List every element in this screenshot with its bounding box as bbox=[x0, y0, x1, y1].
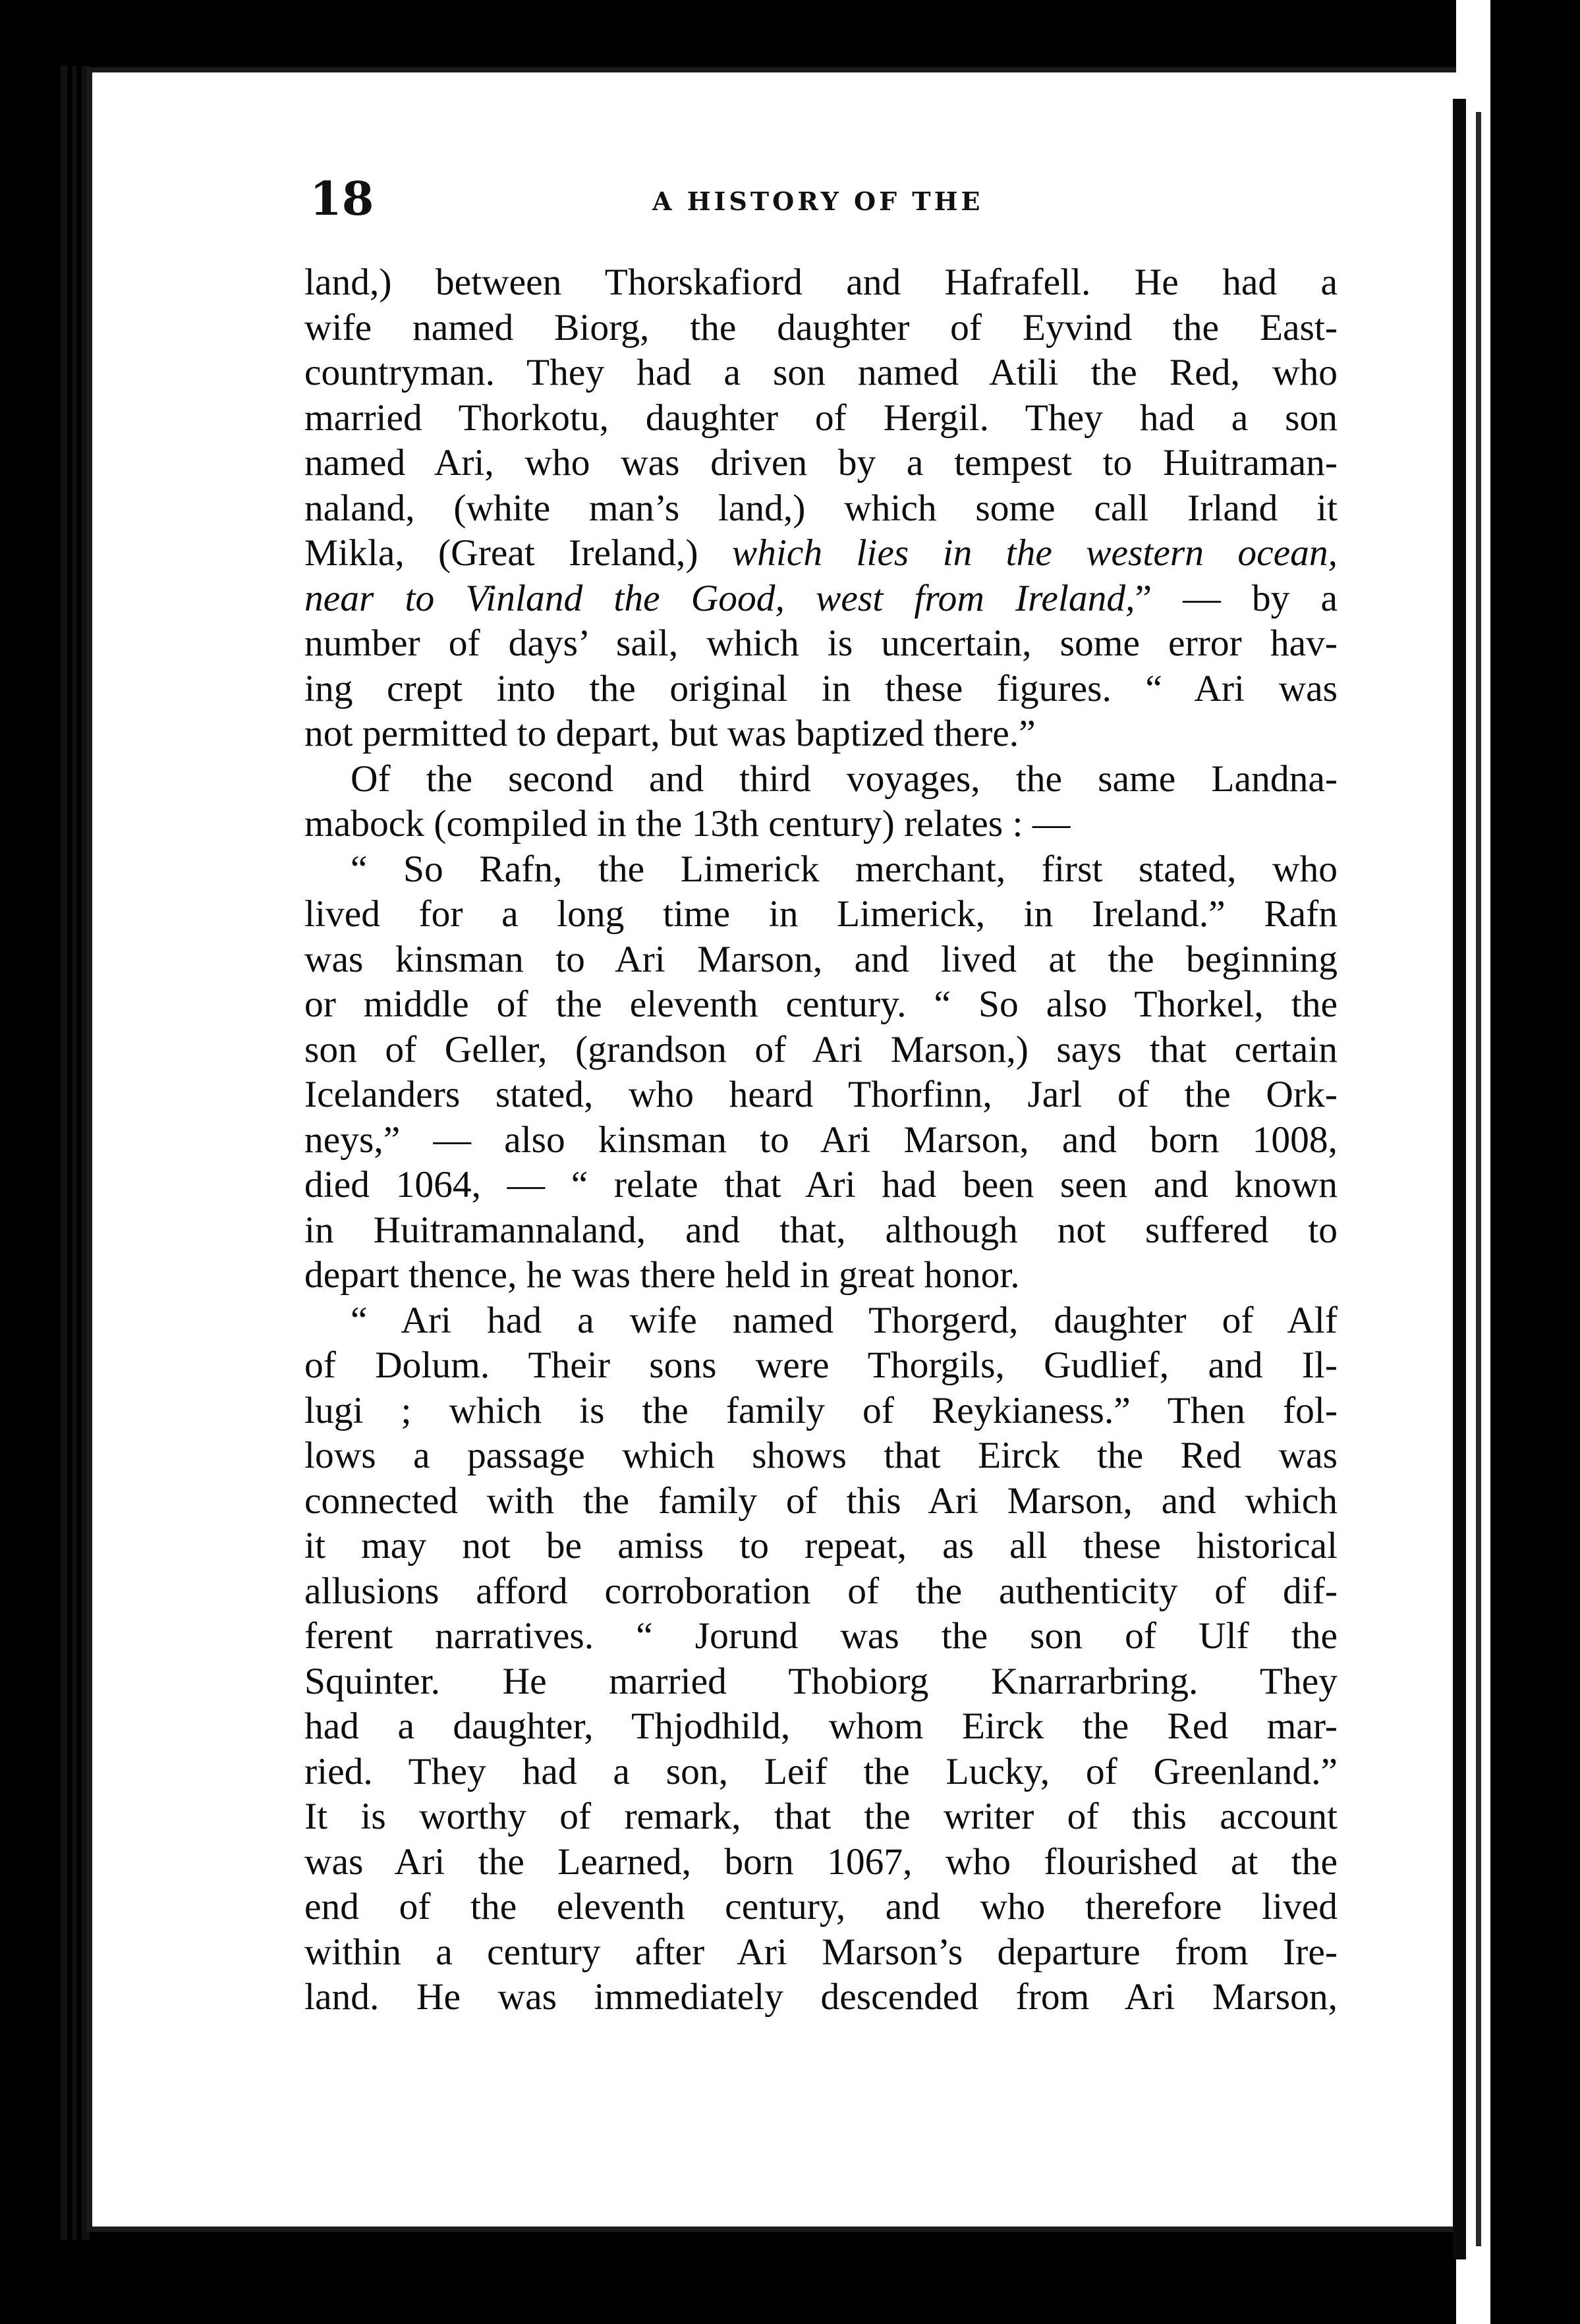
page-number: 18 bbox=[310, 171, 374, 226]
text-line-roman: ” — by a bbox=[1135, 577, 1338, 619]
text-line bbox=[304, 982, 1338, 1028]
text-line-roman: of Dolum. Their sons were Thorgils, Gudlief, and Il- bbox=[304, 1344, 1338, 1386]
text-line-roman: was kinsman to Ari Marson, and lived at the beginning bbox=[304, 938, 1338, 980]
text-line bbox=[304, 892, 1338, 937]
text-line-roman: neys,” — also kinsman to Ari Marson, and born 1008, bbox=[304, 1119, 1338, 1161]
text-line-roman: ried. They had a son, Leif the Lucky, of Greenland.” bbox=[304, 1750, 1338, 1792]
text-line bbox=[304, 350, 1338, 396]
text-line bbox=[304, 1794, 1338, 1840]
text-line-italic: near to Vinland the Good, west from Ireland, bbox=[304, 577, 1135, 619]
scan-border bbox=[1490, 0, 1580, 2324]
text-line-roman: Squinter. He married Thobiorg Knarrarbring. They bbox=[304, 1660, 1338, 1702]
text-line bbox=[304, 1253, 1338, 1298]
text-line bbox=[304, 757, 1338, 802]
text-line bbox=[304, 1343, 1338, 1389]
page-edge-stripe bbox=[82, 66, 90, 2240]
text-line-roman: Mikla, (Great Ireland,) bbox=[304, 532, 732, 574]
text-line bbox=[304, 1028, 1338, 1073]
text-line bbox=[304, 486, 1338, 532]
text-line bbox=[304, 1930, 1338, 1976]
text-line bbox=[304, 1118, 1338, 1163]
text-line bbox=[304, 531, 1338, 576]
text-line bbox=[304, 1433, 1338, 1479]
text-line bbox=[304, 1298, 1338, 1344]
text-line-roman: lived for a long time in Limerick, in Ireland.” Rafn bbox=[304, 893, 1338, 935]
text-line bbox=[304, 937, 1338, 983]
text-line-roman: countryman. They had a son named Atili the Red, who bbox=[304, 352, 1338, 393]
gutter-shadow bbox=[1476, 112, 1481, 2246]
running-head: A HISTORY OF THE bbox=[652, 186, 984, 216]
text-line bbox=[304, 396, 1338, 441]
text-line-italic: which lies in the western ocean, bbox=[731, 532, 1338, 574]
text-line bbox=[304, 1704, 1338, 1750]
text-line-roman: had a daughter, Thjodhild, whom Eirck the Red mar- bbox=[304, 1705, 1338, 1747]
text-line bbox=[304, 306, 1338, 351]
text-line-roman: within a century after Ari Marson’s departure from Ire- bbox=[304, 1931, 1338, 1973]
text-line-roman: “ So Rafn, the Limerick merchant, first stated, who bbox=[351, 848, 1338, 890]
text-line bbox=[304, 711, 1338, 757]
text-line bbox=[304, 1975, 1338, 2020]
text-line-roman: wife named Biorg, the daughter of Eyvind the East- bbox=[304, 306, 1338, 348]
text-line-roman: land,) between Thorskafiord and Hafrafell. He had a bbox=[304, 262, 1338, 303]
text-line-roman: lows a passage which shows that Eirck the Red was bbox=[304, 1435, 1338, 1476]
text-line-roman: ferent narratives. “ Jorund was the son of Ulf the bbox=[304, 1615, 1338, 1657]
text-line-roman: died 1064, — “ relate that Ari had been seen and known bbox=[304, 1164, 1338, 1205]
text-line bbox=[304, 1885, 1338, 1930]
text-line bbox=[304, 1208, 1338, 1254]
text-line-roman: end of the eleventh century, and who therefore lived bbox=[304, 1886, 1338, 1927]
body-text bbox=[304, 260, 1338, 2020]
text-line bbox=[304, 1072, 1338, 1118]
text-line-roman: land. He was immediately descended from Ari Marson, bbox=[304, 1976, 1338, 2018]
text-line-roman: it may not be amiss to repeat, as all these historical bbox=[304, 1525, 1338, 1566]
page-header bbox=[310, 173, 1338, 225]
text-line-roman: connected with the family of this Ari Marson, and which bbox=[304, 1480, 1338, 1522]
text-line-roman: depart thence, he was there held in great honor. bbox=[304, 1254, 1020, 1296]
text-line-roman: named Ari, who was driven by a tempest to Huitraman- bbox=[304, 442, 1338, 484]
page-edge-stripe bbox=[61, 66, 67, 2240]
text-line-roman: naland, (white man’s land,) which some call Irland it bbox=[304, 487, 1338, 529]
text-line-roman: It is worthy of remark, that the writer of this account bbox=[304, 1796, 1338, 1837]
text-line bbox=[304, 1389, 1338, 1434]
text-line bbox=[304, 802, 1338, 847]
text-line bbox=[304, 1524, 1338, 1569]
text-line-roman: was Ari the Learned, born 1067, who flourished at the bbox=[304, 1840, 1338, 1883]
text-line-roman: “ Ari had a wife named Thorgerd, daughter of Alf bbox=[351, 1299, 1338, 1341]
text-line-roman: not permitted to depart, but was baptized there.” bbox=[304, 713, 1036, 754]
text-line-roman: mabock (compiled in the 13th century) relates : — bbox=[304, 803, 1071, 844]
text-line bbox=[304, 1163, 1338, 1208]
text-line-roman: number of days’ sail, which is uncertain, some error hav- bbox=[304, 622, 1338, 664]
text-line bbox=[304, 576, 1338, 622]
text-line bbox=[304, 621, 1338, 667]
text-line bbox=[304, 1614, 1338, 1659]
text-line-roman: or middle of the eleventh century. “ So also Thorkel, the bbox=[304, 983, 1338, 1025]
text-line bbox=[304, 1569, 1338, 1615]
text-line bbox=[304, 1659, 1338, 1705]
text-line-roman: lugi ; which is the family of Reykianess.” Then fol- bbox=[304, 1389, 1338, 1431]
text-line-roman: married Thorkotu, daughter of Hergil. They had a son bbox=[304, 397, 1338, 439]
text-line bbox=[304, 1840, 1338, 1885]
gutter-shadow bbox=[1453, 99, 1466, 2259]
text-line bbox=[304, 260, 1338, 306]
text-line-roman: in Huitramannaland, and that, although not suffered to bbox=[304, 1209, 1338, 1251]
text-line bbox=[304, 441, 1338, 486]
text-line-roman: allusions afford corroboration of the authenticity of dif- bbox=[304, 1570, 1338, 1612]
text-line-roman: ing crept into the original in these figures. “ Ari was bbox=[304, 667, 1338, 709]
text-line-roman: Of the second and third voyages, the same Landna- bbox=[351, 758, 1338, 800]
text-line bbox=[304, 1750, 1338, 1795]
text-line-roman: Icelanders stated, who heard Thorfinn, Jarl of the Ork- bbox=[304, 1074, 1338, 1115]
text-line-roman: son of Geller, (grandson of Ari Marson,) says that certain bbox=[304, 1028, 1338, 1070]
text-line bbox=[304, 847, 1338, 893]
text-line bbox=[304, 667, 1338, 712]
page-edge-stripe bbox=[72, 66, 76, 2240]
text-line bbox=[304, 1479, 1338, 1524]
